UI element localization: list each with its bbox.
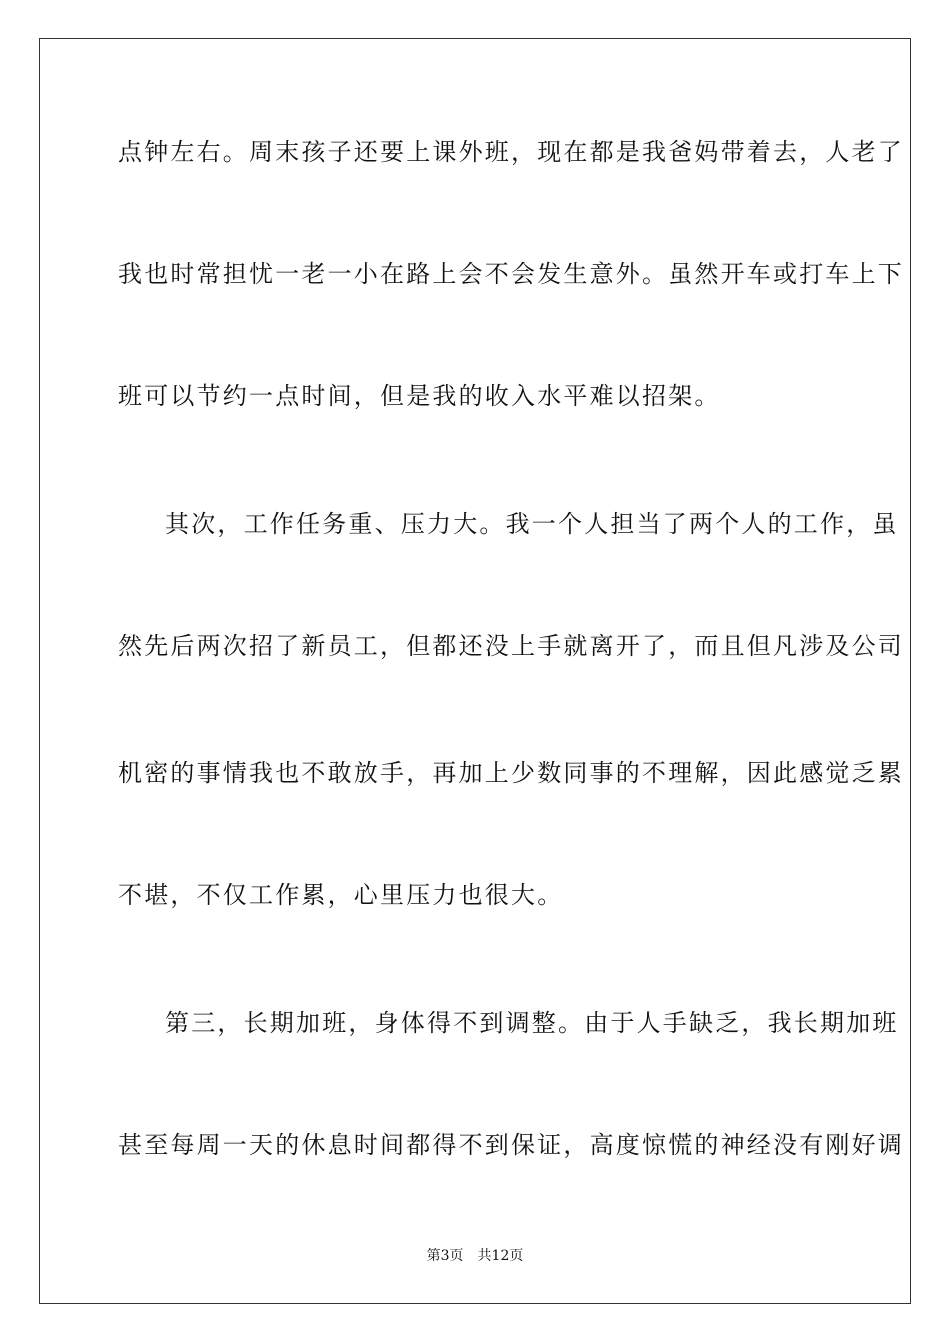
body-line-5: 然先后两次招了新员工，但都还没上手就离开了，而且但凡涉及公司 bbox=[118, 632, 904, 660]
body-line-7: 不堪，不仅工作累，心里压力也很大。 bbox=[118, 881, 564, 909]
body-line-1: 点钟左右。周末孩子还要上课外班，现在都是我爸妈带着去，人老了 bbox=[118, 138, 904, 166]
body-line-6: 机密的事情我也不敢放手，再加上少数同事的不理解，因此感觉乏累 bbox=[118, 759, 904, 787]
body-line-3: 班可以节约一点时间，但是我的收入水平难以招架。 bbox=[118, 382, 721, 410]
page-border bbox=[39, 38, 911, 1304]
body-line-4: 其次，工作任务重、压力大。我一个人担当了两个人的工作，虽 bbox=[165, 510, 899, 538]
body-line-2: 我也时常担忧一老一小在路上会不会发生意外。虽然开车或打车上下 bbox=[118, 260, 904, 288]
body-line-9: 甚至每周一天的休息时间都得不到保证，高度惊慌的神经没有刚好调 bbox=[118, 1131, 904, 1159]
page-footer bbox=[0, 1247, 950, 1265]
page-number: 第3页 bbox=[426, 1248, 464, 1264]
page-total: 共12页 bbox=[477, 1248, 524, 1264]
body-line-8: 第三，长期加班，身体得不到调整。由于人手缺乏，我长期加班 bbox=[165, 1009, 899, 1037]
